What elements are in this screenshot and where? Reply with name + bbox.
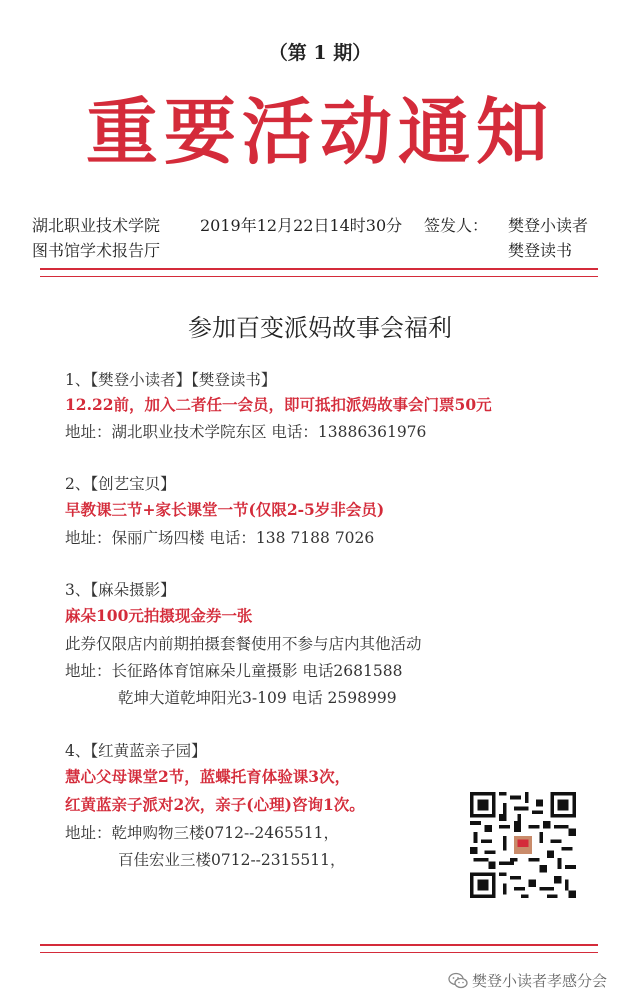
section-subtitle: 参加百变派妈故事会福利: [188, 314, 452, 342]
wechat-icon: [448, 972, 468, 990]
footer-rule-top: [40, 944, 598, 946]
meta-issuer-2: 樊登读书: [508, 241, 573, 260]
section-2-heading: 2、【创艺宝贝】: [65, 475, 176, 493]
section-3-highlight: 麻朵100元拍摄现金券一张: [65, 606, 253, 625]
section-3-detail-3: 乾坤大道乾坤阳光3-109 电话 2598999: [118, 689, 397, 707]
meta-datetime: 2019年12月22日14时30分: [200, 216, 403, 235]
section-2-detail: 地址：保丽广场四楼 电话：138 7188 7026: [65, 529, 375, 547]
qr-code[interactable]: [470, 792, 576, 898]
page-title: 重要活动通知: [85, 90, 554, 174]
footer-rule-bottom: [40, 952, 598, 953]
header-rule-bottom: [40, 276, 598, 277]
section-3-heading: 3、【麻朵摄影】: [65, 581, 176, 599]
footer-brand-label: 樊登小读者孝感分会: [472, 972, 608, 990]
section-1-highlight: 12.22前，加入二者任一会员，即可抵扣派妈故事会门票50元: [65, 395, 492, 414]
meta-org: 湖北职业技术学院: [32, 216, 161, 235]
section-3-detail-2: 地址：长征路体育馆麻朵儿童摄影 电话2681588: [65, 662, 403, 680]
meta-issuer-1: 樊登小读者: [508, 216, 589, 235]
section-4-detail-2: 百佳宏业三楼0712--2315511，: [118, 851, 346, 869]
section-1-detail: 地址：湖北职业技术学院东区 电话：13886361976: [65, 423, 427, 441]
section-3-detail-1: 此券仅限店内前期拍摄套餐使用不参与店内其他活动: [65, 635, 422, 653]
section-1-heading: 1、【樊登小读者】【樊登读书】: [65, 371, 277, 389]
meta-issuer-label: 签发人：: [424, 216, 489, 235]
section-4-detail-1: 地址：乾坤购物三楼0712--2465511，: [65, 824, 339, 842]
footer-brand[interactable]: [448, 970, 607, 991]
section-4-highlight-2: 红黄蓝亲子派对2次，亲子(心理)咨询1次。: [65, 795, 365, 814]
meta-place: 图书馆学术报告厅: [32, 241, 161, 260]
section-4-heading: 4、【红黄蓝亲子园】: [65, 742, 207, 760]
section-2-highlight: 早教课三节+家长课堂一节(仅限2-5岁非会员): [65, 500, 385, 519]
section-4-highlight-1: 慧心父母课堂2节，蓝蝶托育体验课3次，: [65, 767, 351, 786]
issue-number: （第 1 期）: [268, 42, 372, 64]
header-rule-top: [40, 268, 598, 270]
